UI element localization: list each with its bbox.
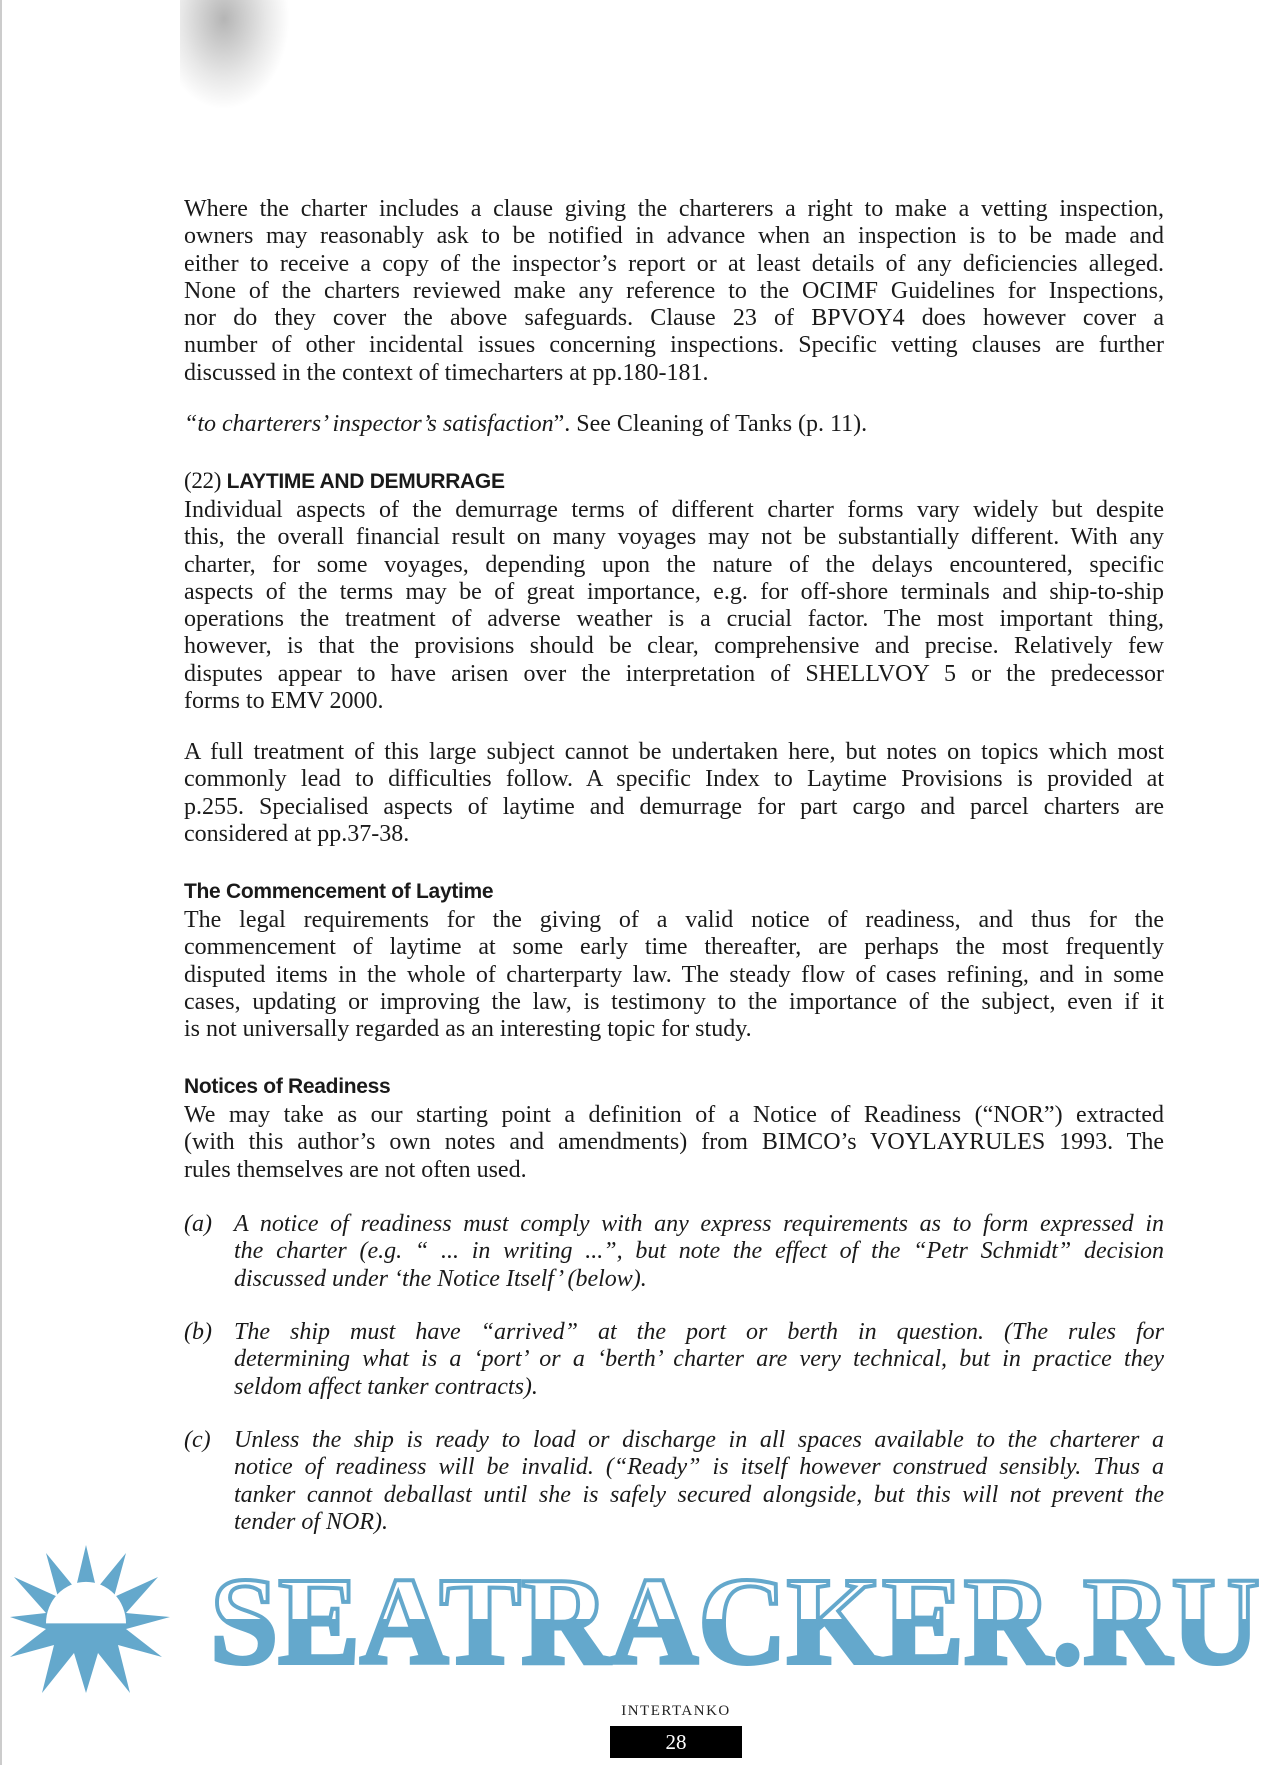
quote-line xyxy=(184,411,1164,438)
text-line xyxy=(184,360,1164,387)
heading-notices: Notices of Readiness xyxy=(184,1075,391,1098)
text-line xyxy=(184,332,1164,359)
text-line-content: discussed in the context of timecharters at pp.180-181. xyxy=(184,359,709,386)
text-line-content: seldom affect tanker contracts). xyxy=(234,1373,538,1400)
text-line xyxy=(184,633,1164,660)
text-line xyxy=(184,305,1164,332)
text-line xyxy=(234,1454,1164,1481)
text-line-content: operations the treatment of adverse weather is a crucial factor. The most important thing, xyxy=(184,606,1164,633)
text-line-content: A notice of readiness must comply with any express requirements as to form expressed in xyxy=(234,1211,1164,1237)
text-line-content: notice of readiness will be invalid. (“Ready” is itself however construed sensibly. Thus a xyxy=(234,1454,1164,1481)
text-line xyxy=(184,661,1164,688)
text-line-content: forms to EMV 2000. xyxy=(184,688,384,715)
watermark-text: SEATRACKER.RU xyxy=(210,1553,1260,1691)
text-line xyxy=(234,1211,1164,1238)
publisher-label: INTERTANKO xyxy=(621,1703,731,1719)
paragraph-demurrage-terms xyxy=(184,497,1164,715)
text-line-content: None of the charters reviewed make any reference to the OCIMF Guidelines for Inspections, xyxy=(184,277,1164,304)
scan-edge xyxy=(0,0,2,1765)
section-heading-laytime xyxy=(184,468,505,494)
text-line-content: disputed items in the whole of charterparty law. The steady flow of cases refining, and in some xyxy=(184,961,1164,988)
text-line xyxy=(184,251,1164,278)
text-line-content: Unless the ship is ready to load or discharge in all spaces available to the charterer a xyxy=(234,1427,1164,1453)
text-line xyxy=(184,606,1164,633)
text-line xyxy=(184,223,1164,250)
list-item-body xyxy=(234,1319,1164,1401)
text-line-content: number of other incidental issues concerning inspections. Specific vetting clauses are further xyxy=(184,332,1164,359)
text-line-content: We may take as our starting point a definition of a Notice of Readiness (“NOR”) extracted xyxy=(184,1102,1164,1128)
text-line xyxy=(184,524,1164,551)
text-line xyxy=(184,821,1164,848)
text-line-content: the charter (e.g. “ ... in writing ...”, but note the effect of the “Petr Schmidt” decision xyxy=(234,1238,1164,1265)
text-line xyxy=(184,1157,1164,1184)
text-line-content: disputes appear to have arisen over the interpretation of SHELLVOY 5 or the predecessor xyxy=(184,660,1164,687)
text-line-content: is not universally regarded as an interesting topic for study. xyxy=(184,1016,752,1043)
text-line xyxy=(184,196,1164,223)
text-line-content: aspects of the terms may be of great importance, e.g. for off-shore terminals and ship-to-ship xyxy=(184,578,1164,605)
paragraph-starting-point xyxy=(184,1102,1164,1184)
text-line-content: commencement of laytime at some early time thereafter, are perhaps the most frequently xyxy=(184,934,1164,961)
text-line-content: rules themselves are not often used. xyxy=(184,1156,527,1183)
text-line-content: nor do they cover the above safeguards. Clause 23 of BPVOY4 does however cover a xyxy=(184,305,1164,332)
text-line xyxy=(184,1016,1164,1043)
text-line xyxy=(234,1319,1164,1346)
list-item-label: (c) xyxy=(184,1427,211,1453)
list-item-label: (b) xyxy=(184,1319,212,1345)
list-item-label: (a) xyxy=(184,1211,212,1237)
text-line-content: The ship must have “arrived” at the port or berth in question. (The rules for xyxy=(234,1319,1164,1345)
text-line-content: determining what is a ‘port’ or a ‘berth’ charter are very technical, but in practice they xyxy=(234,1346,1164,1373)
quote-italic: “to charterers’ inspector’s satisfaction xyxy=(184,411,554,437)
list-item-body xyxy=(234,1427,1164,1536)
text-line xyxy=(234,1238,1164,1265)
sun-logo-icon xyxy=(10,1545,170,1693)
text-line xyxy=(234,1482,1164,1509)
text-line-content: commonly lead to difficulties follow. A specific Index to Laytime Provisions is provided at xyxy=(184,766,1164,793)
text-line-content: A full treatment of this large subject cannot be undertaken here, but notes on topics which most xyxy=(184,739,1164,765)
scan-smudge xyxy=(180,0,290,110)
paragraph-vetting xyxy=(184,196,1164,387)
text-line-content: p.255. Specialised aspects of laytime and demurrage for part cargo and parcel charters are xyxy=(184,793,1164,820)
text-line-content: either to receive a copy of the inspector’s report or at least details of any deficiencies alleged. xyxy=(184,250,1164,277)
text-line-content: tanker cannot deballast until she is safely secured alongside, but this will not prevent the xyxy=(234,1481,1164,1508)
text-line-content: Where the charter includes a clause giving the charterers a right to make a vetting inspection, xyxy=(184,196,1164,222)
text-line-content: this, the overall financial result on many voyages may not be substantially different. With any xyxy=(184,524,1164,551)
text-line-content: tender of NOR). xyxy=(234,1508,388,1535)
text-line xyxy=(184,688,1164,715)
text-line-content: discussed under ‘the Notice Itself’ (below). xyxy=(234,1265,647,1292)
text-line-content: owners may reasonably ask to be notified in advance when an inspection is to be made and xyxy=(184,223,1164,250)
quote-rest: ”. See Cleaning of Tanks (p. 11). xyxy=(553,411,868,437)
page-number: 28 xyxy=(610,1726,742,1758)
text-line xyxy=(184,552,1164,579)
text-line xyxy=(184,962,1164,989)
text-line xyxy=(184,1129,1164,1156)
text-line xyxy=(184,989,1164,1016)
text-line-content: however, is that the provisions should be clear, comprehensive and precise. Relatively few xyxy=(184,633,1164,660)
text-line xyxy=(234,1509,1164,1536)
seatracker-watermark xyxy=(0,1545,1273,1695)
text-line xyxy=(234,1266,1164,1293)
text-line xyxy=(184,1102,1164,1129)
text-line xyxy=(184,579,1164,606)
text-line xyxy=(184,934,1164,961)
text-line-content: The legal requirements for the giving of a valid notice of readiness, and thus for the xyxy=(184,907,1164,933)
text-line-content: considered at pp.37-38. xyxy=(184,820,410,847)
text-line xyxy=(184,497,1164,524)
heading-commencement: The Commencement of Laytime xyxy=(184,880,494,903)
paragraph-legal-requirements xyxy=(184,907,1164,1043)
text-line xyxy=(184,739,1164,766)
text-line xyxy=(234,1346,1164,1373)
text-line xyxy=(184,907,1164,934)
text-line xyxy=(184,278,1164,305)
section-number: (22) xyxy=(184,468,222,493)
text-line xyxy=(184,766,1164,793)
text-line-content: cases, updating or improving the law, is testimony to the importance of the subject, even if it xyxy=(184,988,1164,1015)
section-title: LAYTIME AND DEMURRAGE xyxy=(226,470,505,493)
text-line xyxy=(234,1374,1164,1401)
text-line-content: Individual aspects of the demurrage terms of different charter forms vary widely but despite xyxy=(184,497,1164,523)
paragraph-full-treatment xyxy=(184,739,1164,848)
text-line xyxy=(184,794,1164,821)
text-line xyxy=(234,1427,1164,1454)
list-item-body xyxy=(234,1211,1164,1293)
text-line-content: charter, for some voyages, depending upon the nature of the delays encountered, specific xyxy=(184,551,1164,578)
text-line-content: (with this author’s own notes and amendments) from BIMCO’s VOYLAYRULES 1993. The xyxy=(184,1129,1164,1156)
